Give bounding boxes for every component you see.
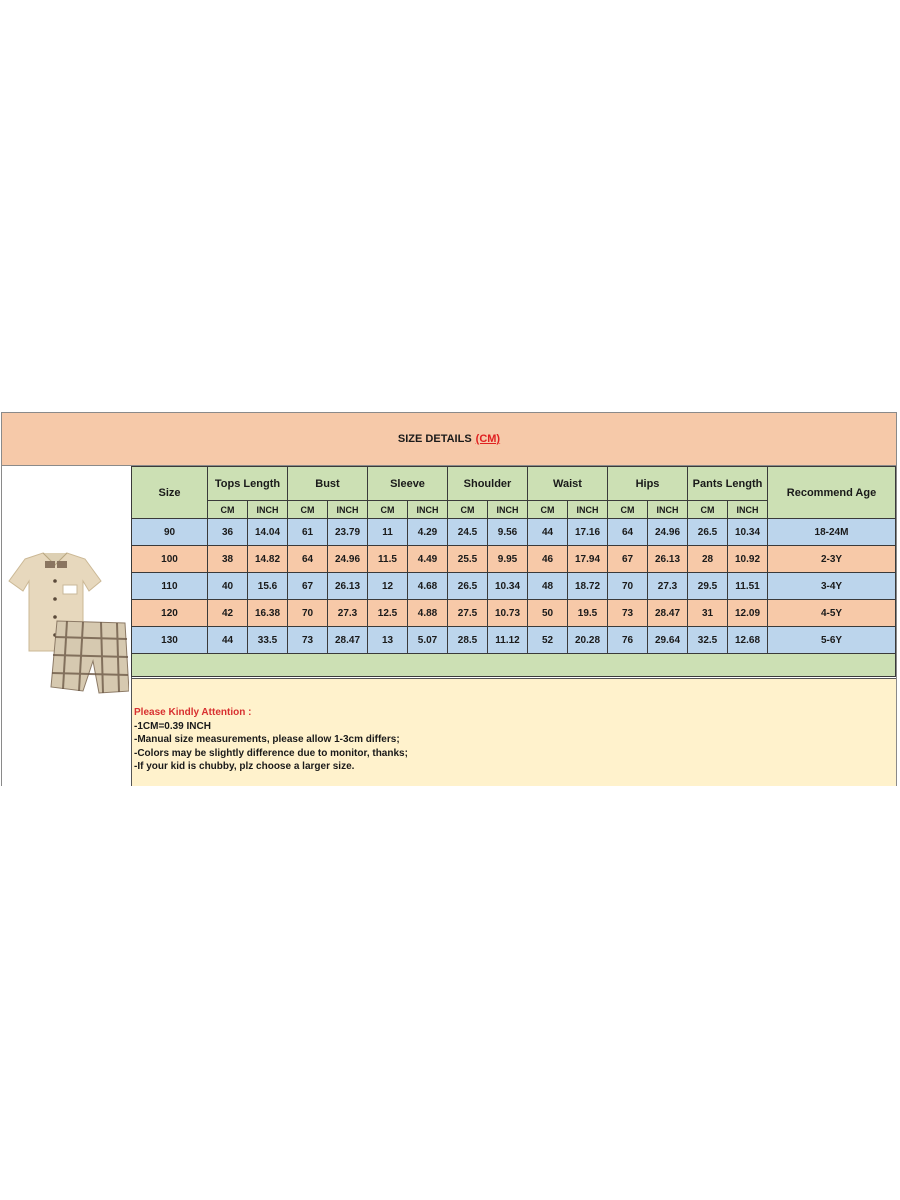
value-cell: 25.5 <box>448 546 488 573</box>
title-unit: (CM) <box>475 433 501 445</box>
value-cell: 36 <box>208 519 248 546</box>
group-header: Sleeve <box>368 467 448 501</box>
size-cell: 130 <box>132 627 208 654</box>
value-cell: 12 <box>368 573 408 600</box>
table-row <box>132 600 896 627</box>
size-cell: 110 <box>132 573 208 600</box>
value-cell: 24.5 <box>448 519 488 546</box>
value-cell: 26.5 <box>448 573 488 600</box>
header-row <box>132 467 896 501</box>
value-cell: 11.5 <box>368 546 408 573</box>
value-cell: 28.47 <box>328 627 368 654</box>
group-header: Waist <box>528 467 608 501</box>
value-cell: 4.68 <box>408 573 448 600</box>
note-line: -Colors may be slightly difference due to monitor, thanks; <box>134 747 408 759</box>
value-cell: 31 <box>688 600 728 627</box>
value-cell: 16.38 <box>248 600 288 627</box>
value-cell: 46 <box>528 546 568 573</box>
value-cell: 24.96 <box>648 519 688 546</box>
age-cell: 2-3Y <box>768 546 896 573</box>
unit-cm: CM <box>688 501 728 519</box>
unit-cm: CM <box>608 501 648 519</box>
note-line: -1CM=0.39 INCH <box>134 720 211 732</box>
value-cell: 70 <box>608 573 648 600</box>
unit-inch: INCH <box>408 501 448 519</box>
value-cell: 4.49 <box>408 546 448 573</box>
value-cell: 29.64 <box>648 627 688 654</box>
value-cell: 12.5 <box>368 600 408 627</box>
table-row <box>132 546 896 573</box>
group-header: Hips <box>608 467 688 501</box>
group-header: Tops Length <box>208 467 288 501</box>
unit-cm: CM <box>288 501 328 519</box>
spacer-cell <box>132 654 896 677</box>
unit-inch: INCH <box>488 501 528 519</box>
value-cell: 9.56 <box>488 519 528 546</box>
value-cell: 70 <box>288 600 328 627</box>
value-cell: 73 <box>608 600 648 627</box>
value-cell: 52 <box>528 627 568 654</box>
value-cell: 73 <box>288 627 328 654</box>
value-cell: 4.29 <box>408 519 448 546</box>
attention-heading: Please Kindly Attention : <box>134 707 252 718</box>
size-table <box>131 466 896 677</box>
value-cell: 27.5 <box>448 600 488 627</box>
value-cell: 13 <box>368 627 408 654</box>
value-cell: 28 <box>688 546 728 573</box>
age-cell: 5-6Y <box>768 627 896 654</box>
size-details-title <box>2 413 896 466</box>
value-cell: 20.28 <box>568 627 608 654</box>
value-cell: 24.96 <box>328 546 368 573</box>
value-cell: 48 <box>528 573 568 600</box>
value-cell: 26.5 <box>688 519 728 546</box>
unit-cm: CM <box>208 501 248 519</box>
unit-cm: CM <box>528 501 568 519</box>
age-cell: 18-24M <box>768 519 896 546</box>
value-cell: 17.94 <box>568 546 608 573</box>
value-cell: 38 <box>208 546 248 573</box>
value-cell: 11.51 <box>728 573 768 600</box>
unit-inch: INCH <box>248 501 288 519</box>
value-cell: 64 <box>288 546 328 573</box>
value-cell: 10.34 <box>728 519 768 546</box>
value-cell: 27.3 <box>648 573 688 600</box>
value-cell: 40 <box>208 573 248 600</box>
group-header: Pants Length <box>688 467 768 501</box>
value-cell: 33.5 <box>248 627 288 654</box>
group-header: Shoulder <box>448 467 528 501</box>
value-cell: 11 <box>368 519 408 546</box>
value-cell: 12.09 <box>728 600 768 627</box>
value-cell: 28.5 <box>448 627 488 654</box>
age-cell: 3-4Y <box>768 573 896 600</box>
value-cell: 26.13 <box>648 546 688 573</box>
value-cell: 15.6 <box>248 573 288 600</box>
value-cell: 23.79 <box>328 519 368 546</box>
table-row <box>132 519 896 546</box>
size-cell: 100 <box>132 546 208 573</box>
value-cell: 11.12 <box>488 627 528 654</box>
product-image <box>2 466 132 786</box>
value-cell: 18.72 <box>568 573 608 600</box>
table-row <box>132 573 896 600</box>
value-cell: 17.16 <box>568 519 608 546</box>
unit-inch: INCH <box>728 501 768 519</box>
value-cell: 64 <box>608 519 648 546</box>
value-cell: 61 <box>288 519 328 546</box>
outfit-illustration-icon <box>5 551 129 697</box>
unit-cm: CM <box>448 501 488 519</box>
unit-inch: INCH <box>648 501 688 519</box>
unit-inch: INCH <box>328 501 368 519</box>
value-cell: 67 <box>608 546 648 573</box>
size-cell: 120 <box>132 600 208 627</box>
note-line: -If your kid is chubby, plz choose a larger size. <box>134 761 355 772</box>
value-cell: 19.5 <box>568 600 608 627</box>
value-cell: 44 <box>208 627 248 654</box>
title-text: SIZE DETAILS <box>397 433 472 445</box>
value-cell: 12.68 <box>728 627 768 654</box>
value-cell: 44 <box>528 519 568 546</box>
value-cell: 10.34 <box>488 573 528 600</box>
value-cell: 76 <box>608 627 648 654</box>
attention-notes <box>132 678 896 786</box>
value-cell: 27.3 <box>328 600 368 627</box>
age-header: Recommend Age <box>768 467 896 519</box>
value-cell: 50 <box>528 600 568 627</box>
note-line: -Manual size measurements, please allow 1-3cm differs; <box>134 734 400 745</box>
value-cell: 28.47 <box>648 600 688 627</box>
value-cell: 67 <box>288 573 328 600</box>
unit-cm: CM <box>368 501 408 519</box>
value-cell: 5.07 <box>408 627 448 654</box>
value-cell: 14.04 <box>248 519 288 546</box>
group-header: Bust <box>288 467 368 501</box>
value-cell: 29.5 <box>688 573 728 600</box>
spacer-row <box>132 654 896 677</box>
size-header: Size <box>132 467 208 519</box>
value-cell: 9.95 <box>488 546 528 573</box>
value-cell: 14.82 <box>248 546 288 573</box>
size-cell: 90 <box>132 519 208 546</box>
value-cell: 4.88 <box>408 600 448 627</box>
value-cell: 32.5 <box>688 627 728 654</box>
value-cell: 42 <box>208 600 248 627</box>
table-row <box>132 627 896 654</box>
age-cell: 4-5Y <box>768 600 896 627</box>
value-cell: 26.13 <box>328 573 368 600</box>
value-cell: 10.73 <box>488 600 528 627</box>
size-chart <box>1 412 897 786</box>
unit-inch: INCH <box>568 501 608 519</box>
value-cell: 10.92 <box>728 546 768 573</box>
